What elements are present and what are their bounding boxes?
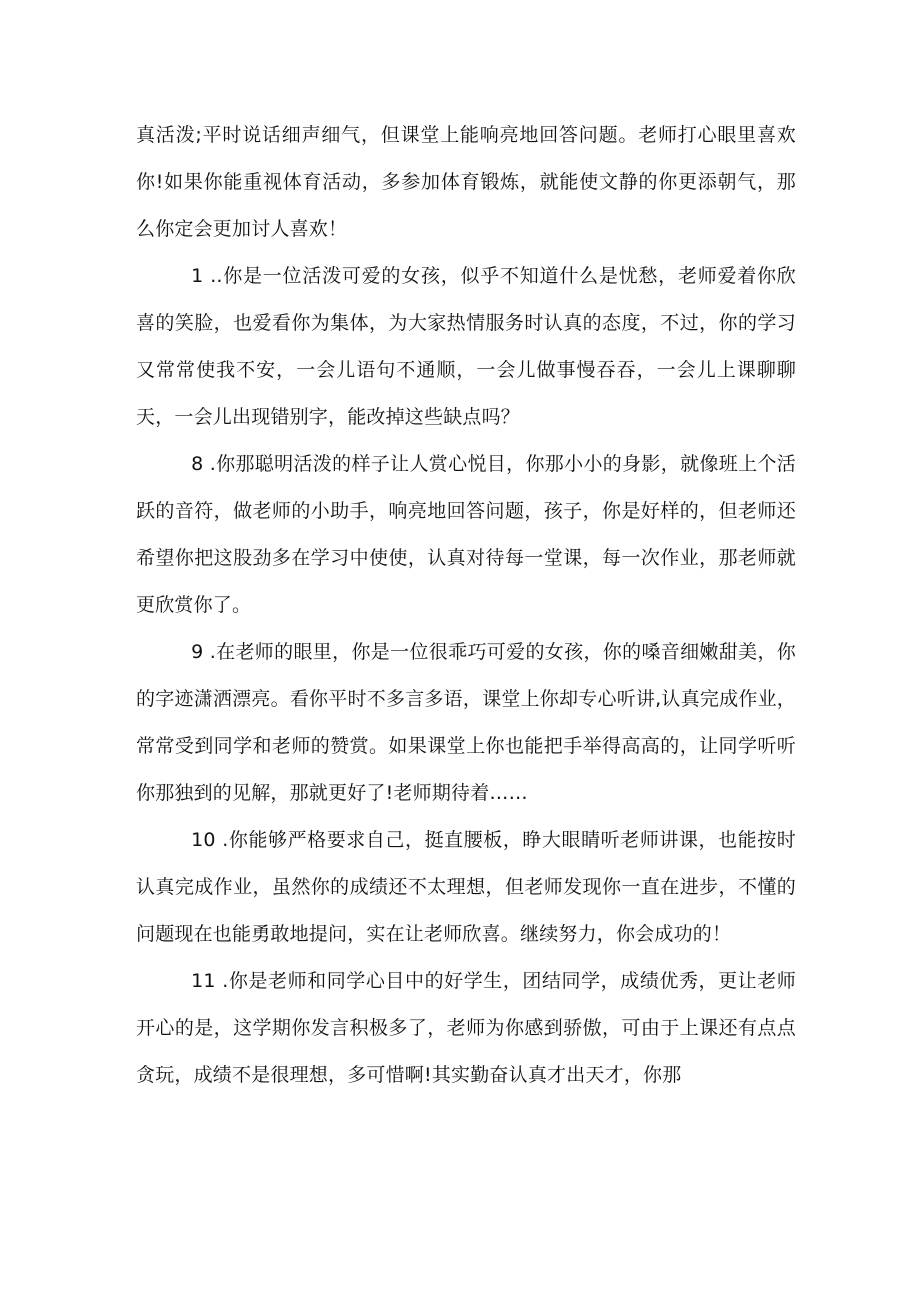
paragraph-comment-1: 1 ..你是一位活泼可爱的女孩，似乎不知道什么是忧愁，老师爱着你欣喜的笑脸，也爱看你为集体，为大家热情服务时认真的态度，不过，你的学习又常常使我不安，一会儿语句不通顺，一会儿做事慢吞吞，一会儿上课聊聊天，一会儿出现错别字，能改掉这些缺点吗？ <box>136 265 796 428</box>
paragraph-comment-11: 11 .你是老师和同学心目中的好学生，团结同学，成绩优秀，更让老师开心的是，这学期你发言积极多了，老师为你感到骄傲，可由于上课还有点点贪玩，成绩不是很理想，多可惜啊!其实勤奋认真才出天才，你那 <box>136 970 796 1086</box>
document-body <box>136 112 796 1099</box>
paragraph-comment-8: 8 .你那聪明活泼的样子让人赏心悦目，你那小小的身影，就像班上个活跃的音符，做老师的小助手，响亮地回答问题，孩子，你是好样的，但老师还希望你把这股劲多在学习中使使，认真对待每一堂课，每一次作业，那老师就更欣赏你了。 <box>136 453 796 616</box>
paragraph-comment-9: 9 .在老师的眼里，你是一位很乖巧可爱的女孩，你的嗓音细嫩甜美，你的字迹潇洒漂亮。看你平时不多言多语，课堂上你却专心听讲,认真完成作业，常常受到同学和老师的赞赏。如果课堂上你也能把手举得高高的，让同学听听你那独到的见解，那就更好了!老师期待着…… <box>136 641 796 804</box>
paragraph-comment-10: 10 .你能够严格要求自己，挺直腰板，睁大眼睛听老师讲课，也能按时认真完成作业，虽然你的成绩还不太理想，但老师发现你一直在进步，不懂的问题现在也能勇敢地提问，实在让老师欣喜。继续努力，你会成功的！ <box>136 829 796 945</box>
paragraph-continuation: 真活泼;平时说话细声细气，但课堂上能响亮地回答问题。老师打心眼里喜欢你!如果你能重视体育活动，多参加体育锻炼，就能使文静的你更添朝气，那么你定会更加讨人喜欢！ <box>136 124 796 240</box>
